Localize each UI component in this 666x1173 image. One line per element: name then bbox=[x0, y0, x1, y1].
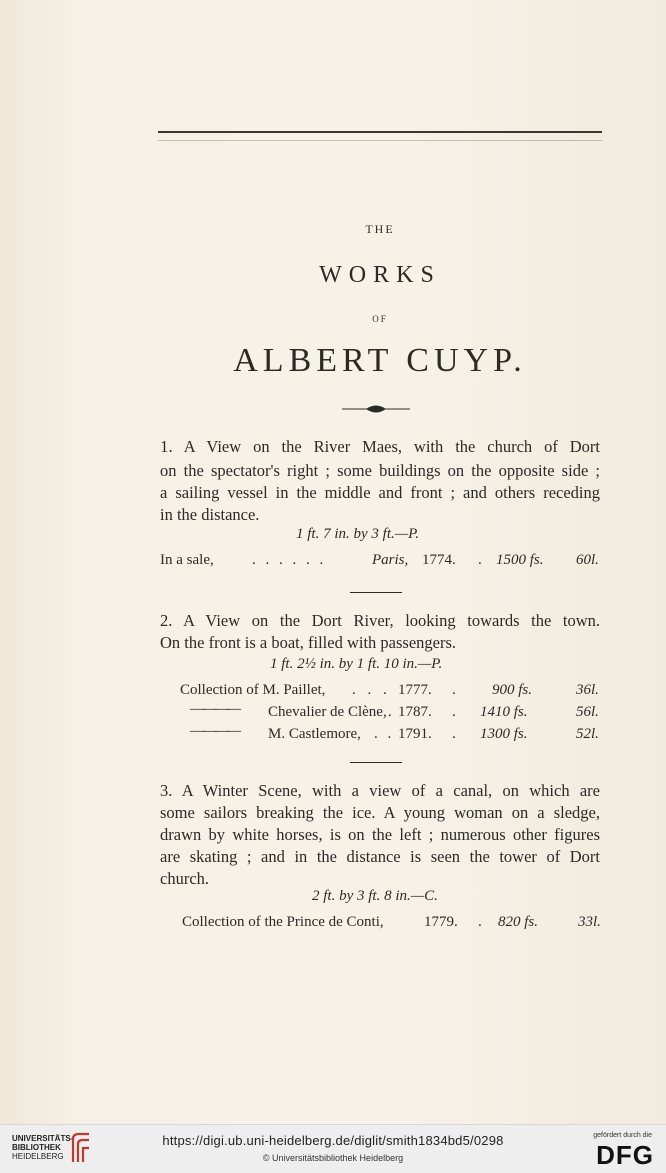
sale-dot: . bbox=[478, 552, 482, 568]
ornament-divider-icon bbox=[340, 402, 412, 416]
sale-dot: . bbox=[452, 682, 456, 698]
sale-label: Collection of the Prince de Conti, bbox=[182, 914, 384, 930]
entry-2-line-1: A View on the Dort River, looking towards the town. bbox=[183, 611, 600, 630]
entry-2-dimensions: 1 ft. 2½ in. by 1 ft. 10 in.—P. bbox=[270, 656, 443, 672]
library-line: HEIDELBERG bbox=[12, 1152, 64, 1161]
entry-number: 1. bbox=[160, 437, 173, 456]
library-line: UNIVERSITÄTS- bbox=[12, 1134, 74, 1143]
entry-1-line-2: on the spectator's right ; some buildings on the opposite side ; bbox=[160, 461, 600, 480]
sale-price: 1410 fs. bbox=[480, 704, 528, 720]
sale-year: 1777. bbox=[398, 682, 432, 698]
sale-pounds: 52l. bbox=[576, 726, 599, 742]
top-rule bbox=[158, 131, 602, 133]
entry-3-line-2: some sailors breaking the ice. A young woman on a sledge, bbox=[160, 803, 600, 822]
entry-number: 2. bbox=[160, 611, 173, 630]
copyright-notice: © Universitätsbibliothek Heidelberg bbox=[262, 1153, 404, 1163]
sale-label: Chevalier de Clène, bbox=[268, 704, 387, 720]
viewer-footer bbox=[0, 1124, 666, 1173]
entry-3-line-5: church. bbox=[160, 869, 210, 888]
funded-by-label: gefördert durch die bbox=[593, 1132, 652, 1139]
sale-pounds: 56l. bbox=[576, 704, 599, 720]
entry-number: 3. bbox=[160, 781, 173, 800]
entry-3-dimensions: 2 ft. by 3 ft. 8 in.—C. bbox=[312, 888, 438, 904]
sale-dots: . . bbox=[374, 726, 395, 742]
sale-label: Collection of M. Paillet, bbox=[180, 682, 326, 698]
sale-year: 1774. bbox=[422, 552, 456, 568]
sale-pounds: 36l. bbox=[576, 682, 599, 698]
entry-3-line-4: are skating ; and in the distance is seen the tower of Dort bbox=[160, 847, 600, 866]
entry-1-line-1: A View on the River Maes, with the church of Dort bbox=[183, 437, 600, 456]
entry-1-line-3: a sailing vessel in the middle and front ; and others receding bbox=[160, 483, 600, 502]
sale-row bbox=[160, 552, 600, 572]
sale-dot: . bbox=[452, 704, 456, 720]
sale-price: 820 fs. bbox=[498, 914, 539, 930]
dfg-logo: DFG bbox=[596, 1140, 654, 1170]
sale-year: 1779. bbox=[424, 914, 458, 930]
sale-dot: . bbox=[478, 914, 482, 930]
ditto-dash: ———— bbox=[190, 723, 238, 739]
entry-separator bbox=[350, 762, 402, 763]
library-line: BIBLIOTHEK bbox=[12, 1143, 61, 1152]
sale-dots: . . . bbox=[352, 682, 391, 698]
sale-place: Paris, bbox=[372, 552, 409, 568]
sale-pounds: 60l. bbox=[576, 552, 599, 568]
entry-2-line-2: On the front is a boat, filled with passengers. bbox=[160, 633, 457, 652]
sale-price: 900 fs. bbox=[492, 682, 533, 698]
title-author: ALBERT CUYP. bbox=[233, 342, 527, 379]
sale-price: 1500 fs. bbox=[496, 552, 544, 568]
entry-1-line-4: in the distance. bbox=[160, 505, 260, 524]
title-works: WORKS bbox=[319, 262, 441, 288]
top-rule-shadow bbox=[158, 140, 602, 141]
title-of: OF bbox=[372, 314, 388, 324]
sale-dot: . bbox=[452, 726, 456, 742]
entry-1-description bbox=[160, 436, 600, 526]
sale-dots: . . . . . . bbox=[252, 552, 327, 568]
entry-1-dimensions: 1 ft. 7 in. by 3 ft.—P. bbox=[296, 526, 420, 542]
title-the: THE bbox=[365, 222, 395, 236]
permalink-url[interactable]: https://digi.ub.uni-heidelberg.de/diglit/smith1834bd5/0298 bbox=[162, 1133, 504, 1148]
entry-2-description bbox=[160, 610, 600, 654]
sale-year: 1787. bbox=[398, 704, 432, 720]
ditto-dash: ———— bbox=[190, 701, 238, 717]
sale-year: 1791. bbox=[398, 726, 432, 742]
sale-row bbox=[180, 682, 604, 702]
sale-pounds: 33l. bbox=[578, 914, 601, 930]
entry-3-line-1: A Winter Scene, with a view of a canal, on which are bbox=[181, 781, 601, 800]
entry-separator bbox=[350, 592, 402, 593]
entry-3-description bbox=[160, 780, 600, 890]
sale-label: In a sale, bbox=[160, 552, 214, 568]
sale-row bbox=[182, 914, 602, 934]
sale-row bbox=[180, 723, 604, 746]
sale-dots: . bbox=[388, 704, 392, 720]
show-through-text bbox=[160, 160, 164, 177]
entry-3-line-3: drawn by white horses, is on the left ; numerous other figures bbox=[160, 825, 600, 844]
sale-price: 1300 fs. bbox=[480, 726, 528, 742]
sale-row bbox=[180, 701, 604, 724]
sale-label: M. Castlemore, bbox=[268, 726, 361, 742]
